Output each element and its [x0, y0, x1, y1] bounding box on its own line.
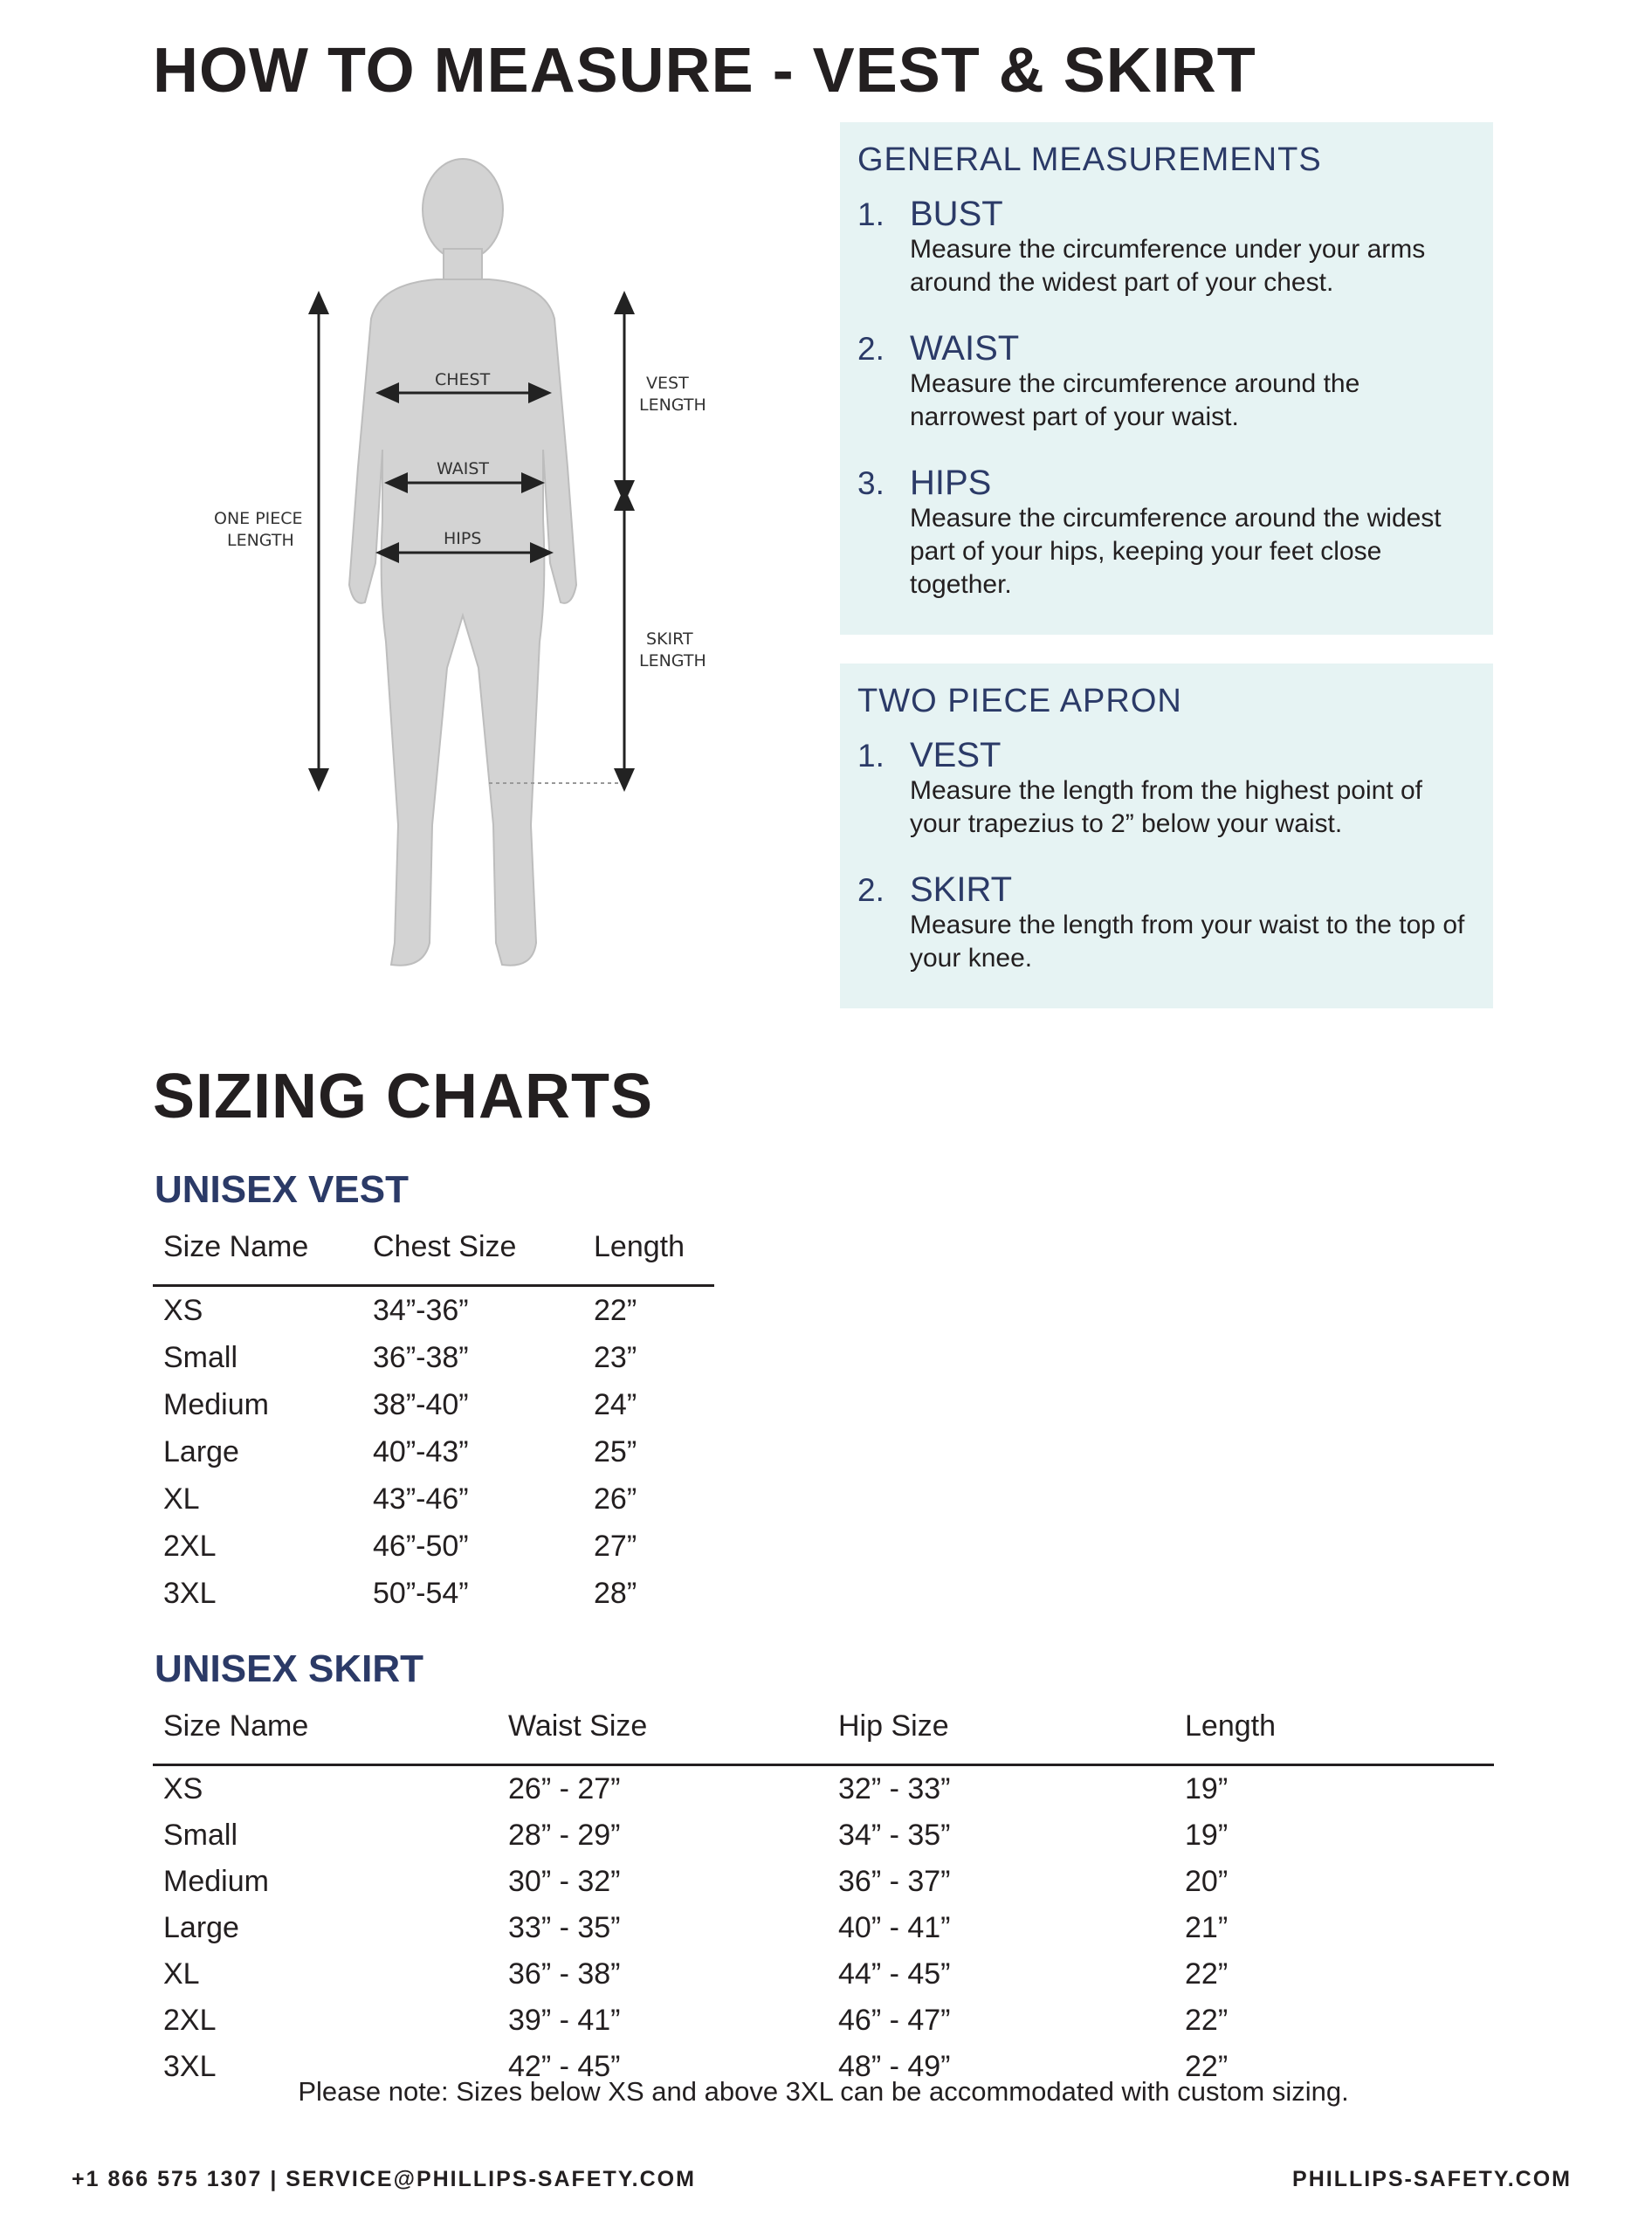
item-heading: VEST — [910, 736, 1002, 774]
body-measurement-figure — [201, 153, 768, 1000]
general-measurements-title: GENERAL MEASUREMENTS — [857, 141, 1322, 178]
table-cell: 26” — [594, 1482, 637, 1516]
table-cell: 50”-54” — [373, 1576, 469, 1610]
table-cell: Small — [163, 1819, 238, 1852]
table-cell: 3XL — [163, 1576, 217, 1610]
item-description: Measure the circumference under your arms around the widest part of your chest. — [910, 235, 1426, 297]
apron-item-vest — [857, 736, 1476, 841]
two-piece-apron-title: TWO PIECE APRON — [857, 683, 1182, 719]
table-cell: 22” — [1185, 1957, 1229, 1991]
custom-sizing-note: Please note: Sizes below XS and above 3XL can be accommodated with custom sizing. — [298, 2076, 1349, 2107]
item-description: Measure the circumference around the widest part of your hips, keeping your feet close together. — [910, 504, 1442, 599]
column-header: Waist Size — [508, 1709, 648, 1743]
table-cell: 34”-36” — [373, 1293, 469, 1327]
table-cell: 40” - 41” — [838, 1911, 951, 1944]
table-cell: 2XL — [163, 1529, 217, 1563]
table-row — [153, 1286, 714, 1335]
vest-label-line2: LENGTH — [639, 395, 706, 415]
general-measurements-panel — [840, 122, 1493, 635]
unisex-vest-title: UNISEX VEST — [155, 1168, 409, 1211]
table-cell: XS — [163, 1293, 203, 1327]
column-header: Length — [594, 1230, 685, 1263]
waist-label: WAIST — [437, 459, 490, 478]
table-cell: Large — [163, 1911, 239, 1944]
table-cell: 23” — [594, 1340, 637, 1374]
table-row — [153, 1570, 714, 1617]
table-cell: Large — [163, 1434, 239, 1468]
table-row — [153, 1475, 714, 1523]
page-title: HOW TO MEASURE - VEST & SKIRT — [153, 36, 1256, 106]
column-header: Size Name — [163, 1709, 309, 1743]
vest-label-line1: VEST — [646, 374, 689, 393]
table-cell: 46”-50” — [373, 1529, 469, 1563]
table-row — [153, 1812, 1494, 1859]
table-cell: 44” - 45” — [838, 1957, 951, 1991]
item-heading: HIPS — [910, 464, 992, 502]
table-header-row — [153, 1225, 714, 1286]
item-description: Measure the length from the highest point of your trapezius to 2” below your waist. — [910, 776, 1423, 838]
item-heading: WAIST — [910, 329, 1020, 368]
unisex-skirt-table — [153, 1704, 1494, 2090]
table-header-row — [153, 1704, 1494, 1765]
apron-item-skirt — [857, 870, 1476, 975]
table-cell: 42” - 45” — [508, 2050, 621, 2083]
table-row — [153, 1334, 714, 1381]
item-heading: BUST — [910, 195, 1003, 233]
table-cell: 3XL — [163, 2050, 217, 2083]
table-cell: 22” — [1185, 2050, 1229, 2083]
table-cell: 46” - 47” — [838, 2004, 951, 2037]
footer-website[interactable]: PHILLIPS-SAFETY.COM — [1292, 2167, 1572, 2191]
table-cell: 28” — [594, 1576, 637, 1610]
table-row — [153, 1765, 1494, 1813]
general-item-hips — [857, 464, 1476, 602]
table-row — [153, 1523, 714, 1570]
table-cell: 36” - 38” — [508, 1957, 621, 1991]
body-silhouette — [349, 159, 576, 966]
table-row — [153, 1859, 1494, 1905]
table-cell: 19” — [1185, 1819, 1229, 1852]
column-header: Hip Size — [838, 1709, 949, 1743]
item-number: 2. — [857, 331, 885, 367]
table-cell: 20” — [1185, 1865, 1229, 1898]
table-cell: XL — [163, 1482, 200, 1516]
one-piece-label-line1: ONE PIECE — [214, 509, 303, 528]
footer-contact[interactable]: +1 866 575 1307 | SERVICE@PHILLIPS-SAFETY.COM — [72, 2167, 696, 2191]
table-cell: 33” - 35” — [508, 1911, 621, 1944]
table-cell: 34” - 35” — [838, 1819, 951, 1852]
table-row — [153, 1905, 1494, 1951]
table-cell: 43”-46” — [373, 1482, 469, 1516]
table-cell: 25” — [594, 1434, 637, 1468]
item-description: Measure the circumference around the narrowest part of your waist. — [910, 369, 1360, 431]
table-cell: 22” — [1185, 2004, 1229, 2037]
table-cell: 32” - 33” — [838, 1772, 951, 1805]
table-cell: 30” - 32” — [508, 1865, 621, 1898]
item-number: 2. — [857, 872, 885, 908]
general-item-waist — [857, 329, 1476, 434]
item-number: 1. — [857, 196, 885, 232]
table-cell: 26” - 27” — [508, 1772, 621, 1805]
item-number: 1. — [857, 738, 885, 774]
unisex-vest-table — [153, 1225, 714, 1617]
body-silhouette-illustration — [201, 153, 768, 1000]
general-item-bust — [857, 195, 1476, 299]
column-header: Chest Size — [373, 1230, 517, 1263]
table-cell: 36” - 37” — [838, 1865, 951, 1898]
skirt-label-line2: LENGTH — [639, 651, 706, 670]
column-header: Size Name — [163, 1230, 309, 1263]
table-cell: 21” — [1185, 1911, 1229, 1944]
table-row — [153, 1951, 1494, 1998]
table-cell: 48” - 49” — [838, 2050, 951, 2083]
chest-label: CHEST — [435, 370, 491, 389]
table-cell: 22” — [594, 1293, 637, 1327]
column-header: Length — [1185, 1709, 1276, 1743]
table-cell: 28” - 29” — [508, 1819, 621, 1852]
unisex-skirt-title: UNISEX SKIRT — [155, 1647, 424, 1690]
table-cell: 19” — [1185, 1772, 1229, 1805]
item-heading: SKIRT — [910, 870, 1013, 909]
table-cell: XL — [163, 1957, 200, 1991]
sizing-charts-title: SIZING CHARTS — [153, 1062, 654, 1131]
table-row — [153, 1381, 714, 1428]
table-cell: 2XL — [163, 2004, 217, 2037]
table-cell: XS — [163, 1772, 203, 1805]
table-row — [153, 1998, 1494, 2044]
table-cell: Medium — [163, 1865, 269, 1898]
table-cell: 27” — [594, 1529, 637, 1563]
table-cell: 36”-38” — [373, 1340, 469, 1374]
table-cell: Medium — [163, 1387, 269, 1421]
table-cell: Small — [163, 1340, 238, 1374]
hips-label: HIPS — [444, 529, 482, 548]
table-cell: 38”-40” — [373, 1387, 469, 1421]
one-piece-label-line2: LENGTH — [227, 531, 294, 550]
table-cell: 39” - 41” — [508, 2004, 621, 2037]
table-cell: 24” — [594, 1387, 637, 1421]
table-row — [153, 1428, 714, 1475]
skirt-label-line1: SKIRT — [646, 629, 693, 649]
item-description: Measure the length from your waist to the top of your knee. — [910, 911, 1465, 973]
table-cell: 40”-43” — [373, 1434, 469, 1468]
two-piece-apron-panel — [840, 664, 1493, 1008]
item-number: 3. — [857, 465, 885, 501]
